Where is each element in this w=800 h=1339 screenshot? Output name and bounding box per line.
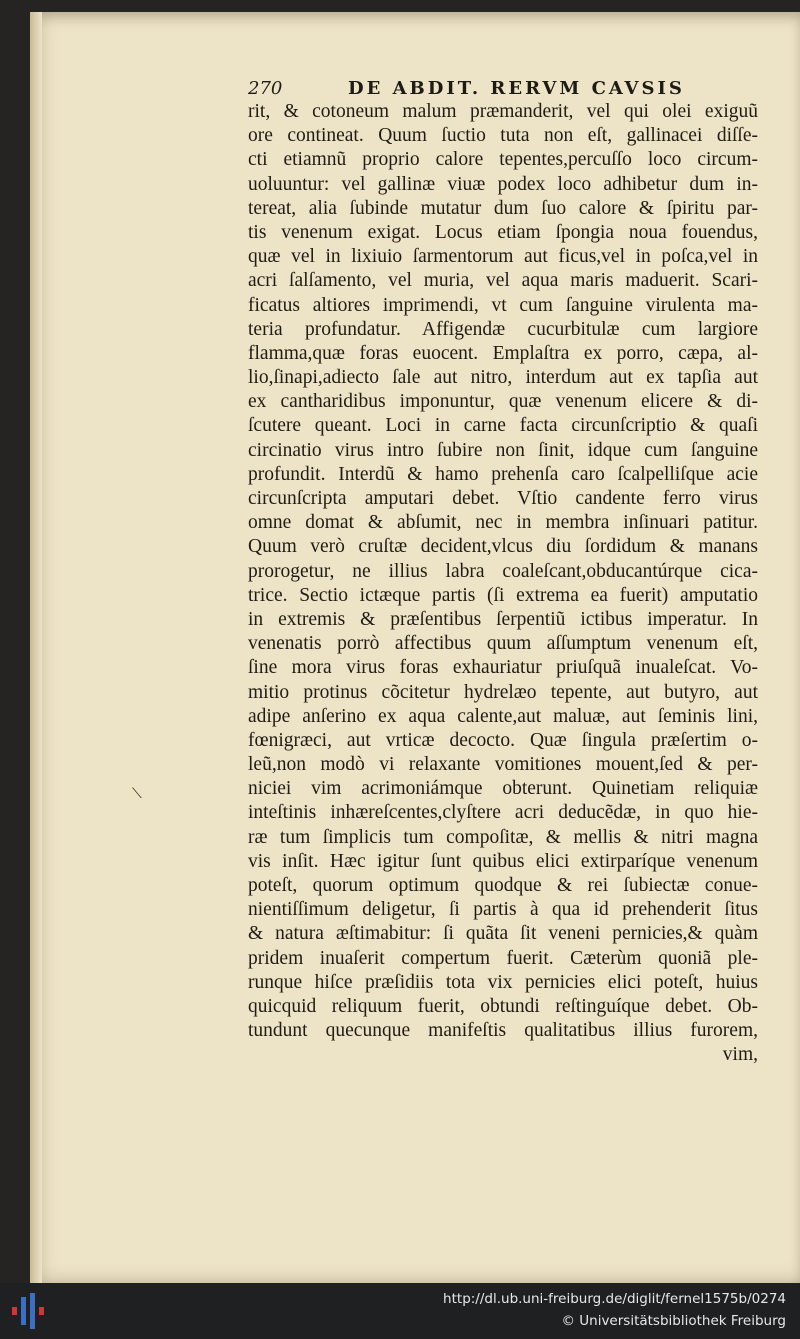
text-line: tereat, alia ſubinde mutatur dum ſuo calore & ſpiritu par- — [248, 197, 758, 219]
catchword: vim, — [722, 1044, 758, 1066]
text-line: & natura æſtimabitur: ſi quãta ſit veneni pernicies,& quàm — [248, 923, 758, 945]
text-line: circunſcripta amputari debet. Vſtio candente ferro virus — [248, 488, 758, 509]
text-line: Quum verò cruſtæ decident,vlcus diu ſordidum & manans — [248, 536, 758, 558]
text-line: pridem inuaſerit compertum fuerit. Cæterùm quoniã ple- — [248, 947, 758, 969]
text-line: mitio protinus cõcitetur hydrelæo tepente, aut butyro, aut — [248, 681, 758, 703]
text-line: tis venenum exigat. Locus etiam ſpongia noua fouendus, — [248, 221, 758, 243]
text-line: inteſtinis inhæreſcentes,clyſtere acri deducẽdæ, in quo hie- — [248, 802, 758, 824]
running-title: DE ABDIT. RERVM CAVSIS — [348, 78, 685, 99]
text-line: ræ tum ſimplicis tum compoſitæ, & mellis & nitri magna — [248, 826, 758, 848]
text-line: runque hiſce præſidiis tota vix pernicies elici poteſt, huius — [248, 971, 758, 993]
text-line: quicquid reliquum fuerit, obtundi reſtinguíque debet. Ob- — [248, 995, 758, 1017]
text-line: ſcutere queant. Loci in carne facta circunſcriptio & quaſi — [248, 415, 758, 437]
text-line: acri ſalſamento, vel muria, vel aqua maris maduerit. Scari- — [248, 270, 758, 292]
text-line: venenatis porrò affectibus quum aſſumptum venenum eſt, — [248, 633, 758, 655]
text-line: omne domat & abſumit, nec in membra inſinuari patitur. — [248, 512, 758, 534]
permalink-url[interactable]: http://dl.ub.uni-freiburg.de/diglit/fernel1575b/0274 — [443, 1291, 786, 1307]
text-line: vis inſit. Hæc igitur ſunt quibus elici extirparíque venenum — [248, 850, 758, 872]
text-line: ex cantharidibus imponuntur, quæ venenum elicere & di- — [248, 391, 758, 413]
text-line: circinatio virus intro ſubire non ſinit, idque cum ſanguine — [248, 439, 758, 461]
viewer-footer — [0, 1283, 800, 1339]
text-line: fœnigræci, aut vrticæ decocto. Quæ ſingula præſertim o- — [248, 729, 758, 751]
text-line: uoluuntur: vel gallinæ viuæ podex loco adhibetur dum in- — [248, 173, 758, 195]
text-line: ſine mora virus foras exhauriatur priuſquã inualeſcat. Vo- — [248, 657, 758, 679]
copyright-notice: © Universitätsbibliothek Freiburg — [561, 1313, 786, 1329]
text-line: lio,ſinapi,adiecto ſale aut nitro, interdum aut ex tapſia aut — [248, 367, 758, 389]
text-line: quæ vel in lixiuio ſarmentorum aut ficus,vel in poſca,vel in — [248, 246, 758, 268]
text-line: prorogetur, ne illius labra coaleſcant,obducantúrque cica- — [248, 560, 758, 582]
text-line: ficatus altiores imprimendi, vt cum ſanguine virulenta ma- — [248, 294, 758, 316]
text-line: cti etiamnũ proprio calore tepentes,percuſſo loco circum- — [248, 149, 758, 171]
body-text — [248, 100, 758, 1068]
text-line: teria profundatur. Affigendæ cucurbitulæ cum largiore — [248, 318, 758, 340]
running-head — [248, 78, 758, 102]
ub-freiburg-logo-icon[interactable] — [12, 1293, 52, 1329]
text-line: flamma,quæ foras euocent. Emplaſtra ex porro, cæpa, al- — [248, 342, 758, 364]
text-line: niciei vim acrimoniámque obterunt. Quinetiam reliquiæ — [248, 778, 758, 800]
text-line: profundit. Interdũ & hamo prehenſa caro ſcalpelliſque acie — [248, 463, 758, 485]
text-line: rit, & cotoneum malum præmanderit, vel qui olei exiguũ — [248, 101, 758, 122]
text-line: leũ,non modò vi relaxante vomitiones mouent,ſed & per- — [248, 754, 758, 776]
page-number: 270 — [248, 78, 283, 99]
page-gutter-edge — [30, 12, 42, 1283]
margin-mark-icon: ⟍ — [132, 786, 142, 802]
text-line: nientiſſimum deligetur, ſi partis à qua id prehenderit ſitus — [248, 899, 758, 921]
text-line: in extremis & præſentibus ſerpentiũ ictibus imperatur. In — [248, 608, 758, 630]
text-line: ore contineat. Quum ſuctio tuta non eſt, gallinacei diſſe- — [248, 125, 758, 147]
text-line: poteſt, quorum optimum quodque & rei ſubiectæ conue- — [248, 875, 758, 896]
text-line: trice. Sectio ictæque partis (ſi extrema ea fuerit) amputatio — [248, 584, 758, 606]
text-line: adipe anſerino ex aqua calente,aut maluæ, aut ſeminis lini, — [248, 705, 758, 727]
text-line: tundunt quecunque manifeſtis qualitatibus illius furorem, — [248, 1020, 758, 1042]
